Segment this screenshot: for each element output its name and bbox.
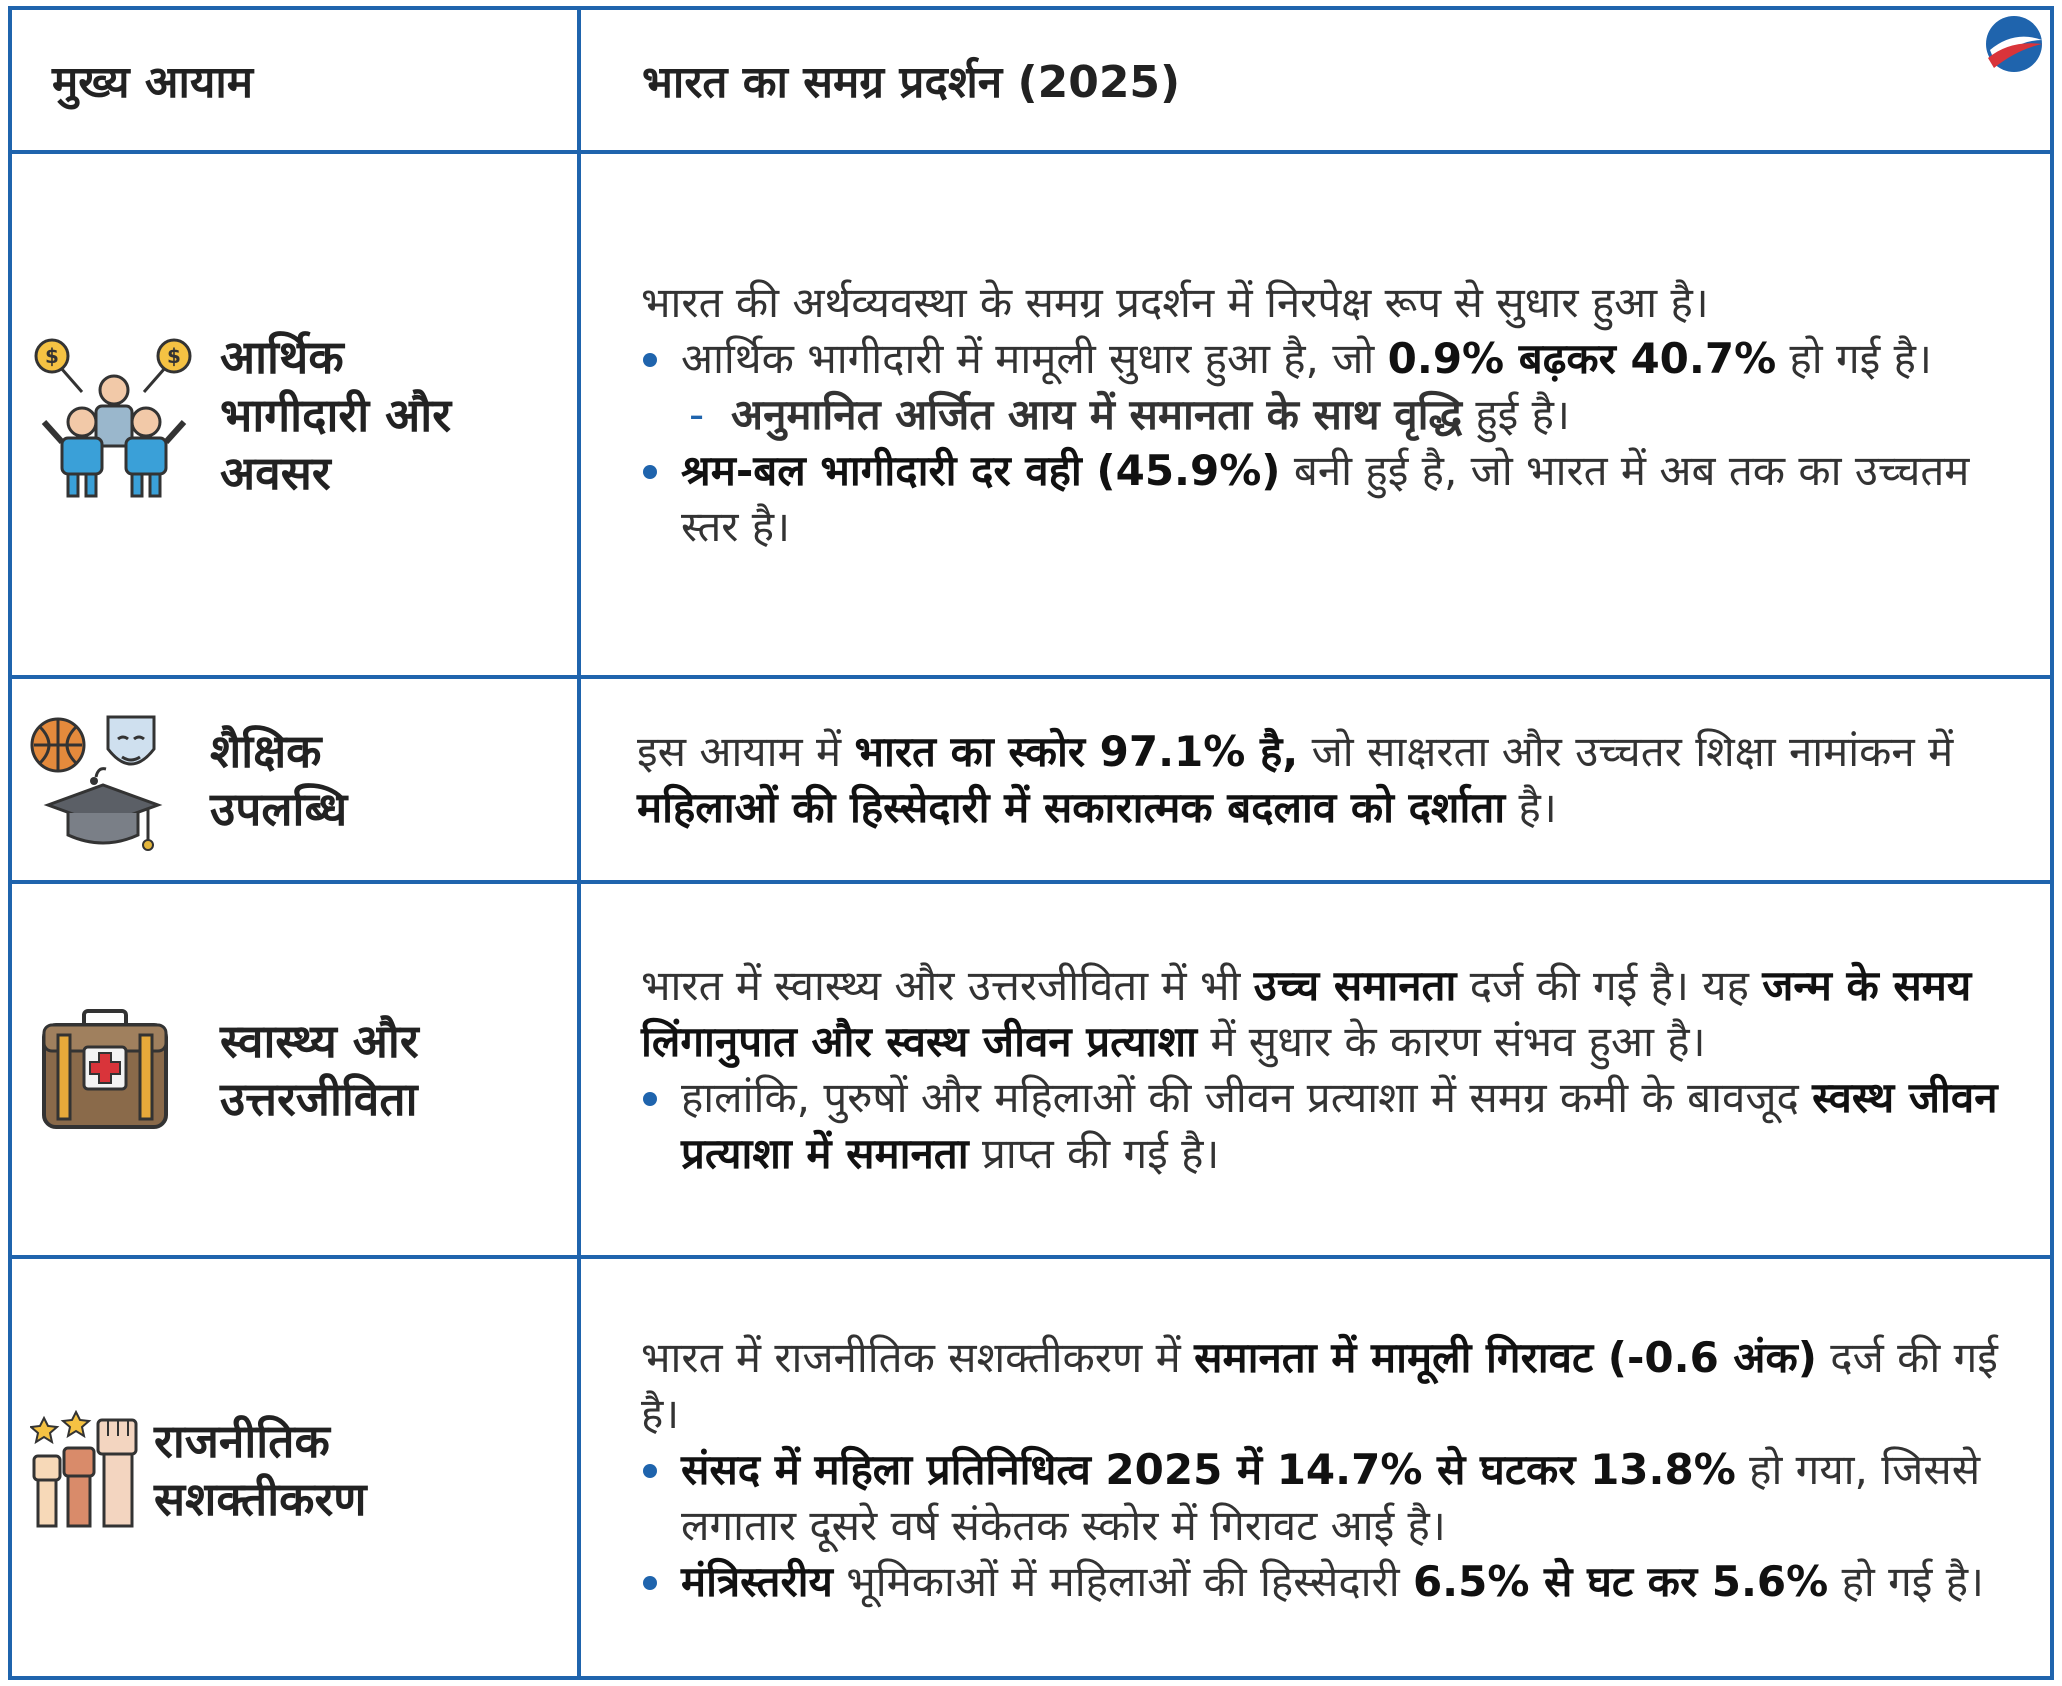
bold-text-segment: भारत का स्कोर 97.1% है, — [854, 726, 1299, 776]
text-segment: जो साक्षरता और उच्चतर शिक्षा नामांकन में — [1298, 726, 1954, 776]
row-health-para — [641, 958, 2031, 1070]
row-health-title — [220, 1012, 419, 1128]
header-col1 — [52, 10, 253, 150]
bold-text-segment: संसद में महिला प्रतिनिधित्व 2025 में 14.7% से घटकर 13.8% — [681, 1444, 1736, 1494]
header-col2-text: भारत का समग्र प्रदर्शन (2025) — [642, 57, 1181, 108]
header-col2 — [642, 10, 1180, 150]
bold-text-segment: उच्च समानता — [1253, 960, 1457, 1010]
text-segment: आर्थिक भागीदारी में मामूली सुधार हुआ है, जो — [681, 333, 1388, 383]
text-segment: हो गया, जिससे लगातार दूसरे वर्ष संकेतक स्कोर में गिरावट आई है। — [681, 1444, 1981, 1550]
medical-kit-icon — [40, 1005, 170, 1135]
text-segment: हुई है। — [1462, 389, 1570, 439]
bold-text-segment: 6.5% से घट कर 5.6% — [1412, 1556, 1829, 1606]
text-segment: भारत की अर्थव्यवस्था के समग्र प्रदर्शन में निरपेक्ष रूप से सुधार हुआ है। — [641, 277, 1709, 327]
row-education-content — [581, 679, 2051, 880]
text-segment: हो गई है। — [1776, 333, 1932, 383]
row-political-bullet-2 — [641, 1554, 2031, 1610]
svg-text:$: $ — [45, 343, 59, 368]
dimension-table — [8, 6, 2054, 1680]
text-segment: भारत में स्वास्थ्य और उत्तरजीविता में भी — [641, 960, 1254, 1010]
text-segment: बनी हुई है, जो भारत में अब तक का उच्चतम स्तर है। — [681, 445, 1970, 551]
svg-text:$: $ — [167, 343, 181, 368]
label-line: सशक्तीकरण — [154, 1471, 367, 1526]
row-economic-para — [641, 275, 2031, 331]
label-line: उपलब्धि — [210, 781, 348, 836]
text-segment: इस आयाम में — [637, 726, 855, 776]
label-line: शैक्षिक — [210, 723, 322, 778]
text-segment: है। — [1505, 782, 1557, 832]
bold-text-segment: महिलाओं की हिस्सेदारी में सकारात्मक बदलाव को दर्शाता — [637, 782, 1506, 832]
economic-participation-icon — [32, 330, 202, 500]
row-economic-bullet-2 — [641, 443, 2031, 555]
bold-text-segment: जन्म के समय लिंगानुपात और स्वस्थ जीवन प्रत्याशा — [641, 960, 1972, 1066]
row-political-bullet-1 — [641, 1442, 2031, 1554]
row-political-label — [12, 1259, 595, 1680]
bold-text-segment: श्रम-बल भागीदारी दर वही (45.9%) — [681, 445, 1281, 495]
education-icon — [28, 705, 168, 855]
row-political-para — [641, 1330, 2031, 1442]
label-line: आर्थिक — [220, 329, 344, 384]
row-education-title — [210, 722, 347, 838]
row-education-label — [12, 679, 593, 880]
row-economic-content — [581, 154, 2051, 675]
row-economic-title — [220, 328, 451, 502]
row-economic-label — [12, 154, 597, 675]
label-line: उत्तरजीविता — [220, 1071, 418, 1126]
text-segment: हो गई है। — [1828, 1556, 1984, 1606]
bold-text-segment: समानता में मामूली गिरावट (-0.6 अंक) — [1194, 1332, 1817, 1382]
text-segment: प्राप्त की गई है। — [968, 1128, 1220, 1178]
row-health-content — [581, 884, 2051, 1255]
row-political-title — [154, 1412, 367, 1528]
raised-fists-icon — [30, 1410, 142, 1530]
label-line: अवसर — [220, 445, 331, 500]
label-line: राजनीतिक — [154, 1413, 330, 1468]
bold-text-segment: अनुमानित अर्जित आय में समानता के साथ वृद्धि — [731, 389, 1463, 439]
text-segment: दर्ज की गई है। — [641, 1332, 1998, 1438]
label-line: भागीदारी और — [220, 387, 452, 442]
text-segment: भारत में राजनीतिक सशक्तीकरण में — [641, 1332, 1195, 1382]
row-political-content — [581, 1259, 2051, 1680]
bold-text-segment: 0.9% बढ़कर 40.7% — [1387, 333, 1777, 383]
row-education-para — [637, 724, 2031, 836]
brand-logo-icon — [1980, 10, 2048, 78]
row-health-bullet-1 — [641, 1070, 2031, 1182]
text-segment: दर्ज की गई है। यह — [1456, 960, 1763, 1010]
row-economic-bullet-1 — [641, 331, 2031, 387]
bold-text-segment: मंत्रिस्तरीय — [681, 1556, 833, 1606]
text-segment: भूमिकाओं में महिलाओं की हिस्सेदारी — [832, 1556, 1413, 1606]
text-segment: में सुधार के कारण संभव हुआ है। — [1196, 1016, 1706, 1066]
text-segment: हालांकि, पुरुषों और महिलाओं की जीवन प्रत्याशा में समग्र कमी के बावजूद — [681, 1072, 1813, 1122]
label-line: स्वास्थ्य और — [220, 1013, 419, 1068]
bold-text-segment: स्वस्थ जीवन प्रत्याशा में समानता — [681, 1072, 1998, 1178]
header-col1-text: मुख्य आयाम — [52, 57, 254, 108]
row-economic-subbullet: - अनुमानित अर्जित आय में समानता के साथ वृद्धि हुई है। — [689, 389, 1570, 439]
row-health-label — [12, 884, 605, 1255]
